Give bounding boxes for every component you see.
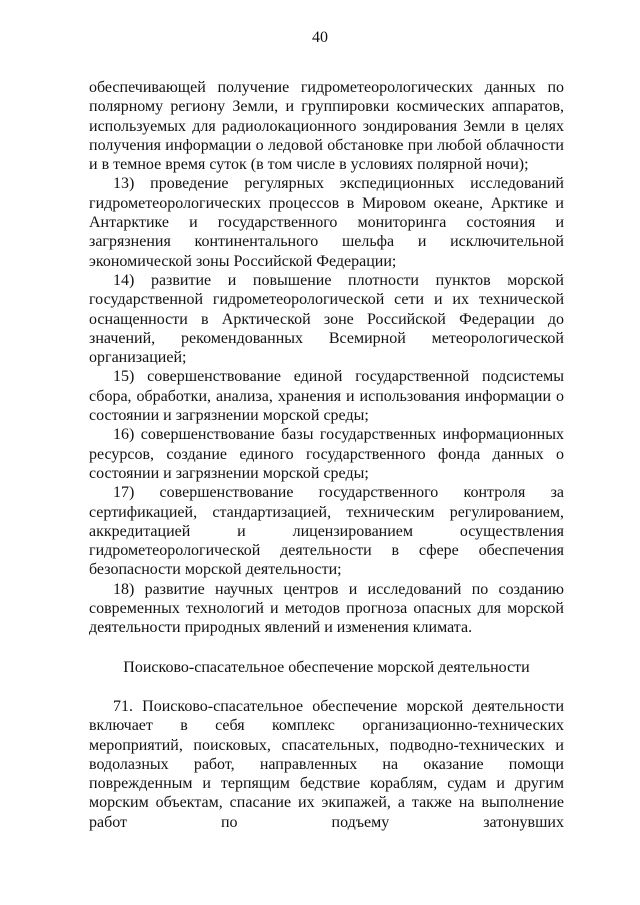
section-heading: Поисково-спасательное обеспечение морской деятельности bbox=[123, 658, 530, 676]
list-item-15: 15) совершенствование единой государственной подсистемы сбора, обработки, анализа, хранения и использования информации о состоянии и загрязнении морской среды; bbox=[89, 368, 564, 425]
list-item-17: 17) совершенствование государственного контроля за сертификацией, стандартизацией, техническим регулированием, аккредитацией и лицензированием осуществления гидрометеорологической деятельности в сфере обеспечения безопасности морской деятельности; bbox=[89, 484, 564, 579]
list-item-18: 18) развитие научных центров и исследований по созданию современных технологий и методов прогноза опасных для морской деятельности природных явлений и изменения климата. bbox=[89, 580, 564, 637]
list-item-13: 13) проведение регулярных экспедиционных исследований гидрометеорологических процессов в Мировом океане, Арктике и Антарктике и государственного мониторинга состояния и загрязнения континентального шельфа и исключительной экономической зоны Российской Федерации; bbox=[89, 175, 564, 270]
list-item-14: 14) развитие и повышение плотности пунктов морской государственной гидрометеорологической сети и их технической оснащенности в Арктической зоне Российской Федерации до значений, рекомендованных Всемирной метеорологической организацией; bbox=[89, 271, 564, 367]
page-number: 40 bbox=[312, 29, 328, 46]
document-body bbox=[89, 78, 564, 832]
section-paragraph-71: 71. Поисково-спасательное обеспечение морской деятельности включает в себя комплекс организационно-технических мероприятий, поисковых, спасательных, подводно-технических и водолазных работ, направленных на оказание помощи поврежденным и терпящим бедствие кораблям, судам и другим морским объектам, спасание их экипажей, а также на выполнение работ по подъему затонувших bbox=[89, 697, 564, 831]
paragraph-continuation: обеспечивающей получение гидрометеорологических данных по полярному региону Земли, и группировки космических аппаратов, используемых для радиолокационного зондирования Земли в целях получения информации о ледовой обстановке при любой облачности и в темное время суток (в том числе в условиях полярной ночи); bbox=[89, 79, 564, 174]
list-item-16: 16) совершенствование базы государственных информационных ресурсов, создание единого государственного фонда данных о состоянии и загрязнении морской среды; bbox=[89, 426, 564, 482]
